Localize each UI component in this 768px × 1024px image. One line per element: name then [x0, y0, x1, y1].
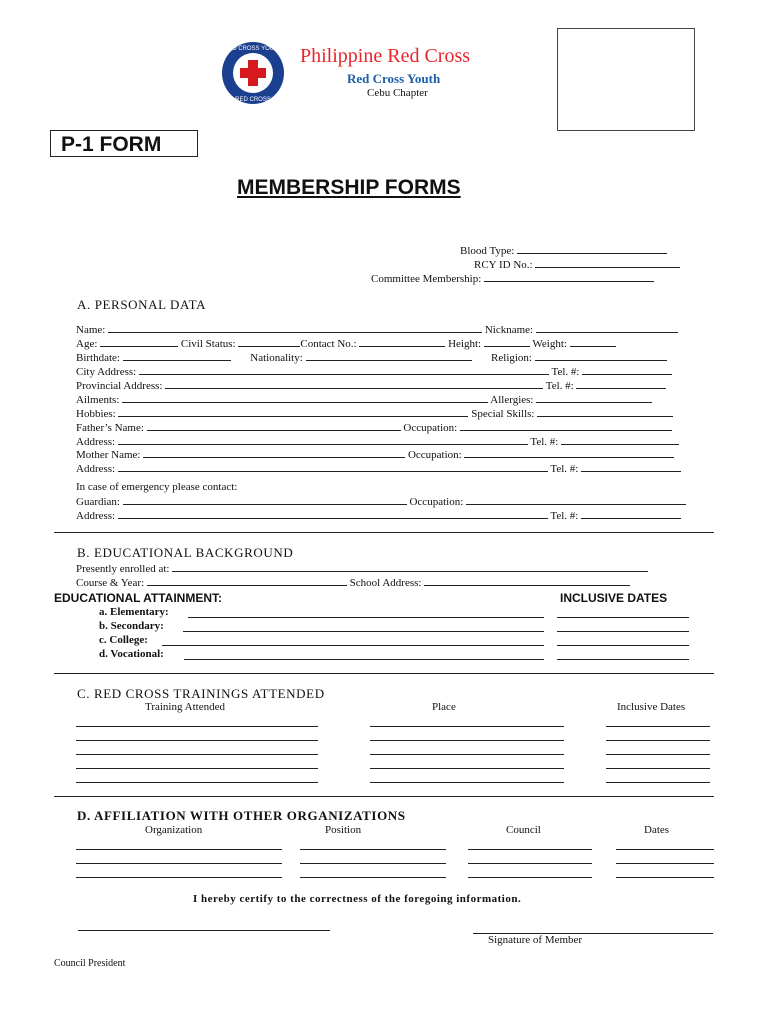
tel-label: Tel. #:	[550, 510, 579, 522]
affiliation-dates-field[interactable]	[616, 849, 714, 850]
occupation-label: Occupation:	[403, 422, 458, 434]
contact-no-label: Contact No.:	[300, 338, 357, 350]
training-row-field[interactable]	[76, 740, 318, 741]
elementary-school-field[interactable]	[188, 617, 544, 618]
elementary-dates-field[interactable]	[557, 617, 689, 618]
emergency-note: In case of emergency please contact:	[76, 481, 238, 493]
religion-label: Religion:	[491, 352, 532, 364]
affiliation-dates-field[interactable]	[616, 863, 714, 864]
col-organization: Organization	[145, 824, 203, 836]
mother-tel-field[interactable]	[581, 461, 681, 472]
level-elementary-label: a. Elementary:	[99, 606, 169, 618]
committee-label: Committee Membership:	[371, 273, 482, 285]
level-vocational-label: d. Vocational:	[99, 648, 164, 660]
affiliation-position-field[interactable]	[300, 849, 446, 850]
signature-of-member-label: Signature of Member	[488, 934, 583, 946]
training-row-field[interactable]	[76, 768, 318, 769]
guardian-occupation-field[interactable]	[466, 494, 686, 505]
tel-label: Tel. #:	[545, 380, 574, 392]
col-council: Council	[506, 824, 541, 836]
training-dates-field[interactable]	[606, 726, 710, 727]
tel-label: Tel. #:	[550, 463, 579, 475]
vocational-dates-field[interactable]	[557, 659, 689, 660]
enrolled-label: Presently enrolled at:	[76, 563, 170, 575]
guardian-tel-field[interactable]	[581, 508, 681, 519]
section-divider	[54, 673, 714, 674]
training-row-field[interactable]	[76, 726, 318, 727]
name-label: Name:	[76, 324, 106, 336]
training-dates-field[interactable]	[606, 768, 710, 769]
course-year-label: Course & Year:	[76, 577, 145, 589]
affiliation-position-field[interactable]	[300, 877, 446, 878]
section-education-title: B. EDUCATIONAL BACKGROUND	[77, 545, 294, 560]
certification-statement: I hereby certify to the correctness of the foregoing information.	[193, 893, 522, 905]
training-dates-field[interactable]	[606, 754, 710, 755]
allergies-label: Allergies:	[490, 394, 534, 406]
affiliation-council-field[interactable]	[468, 877, 592, 878]
school-address-label: School Address:	[349, 577, 422, 589]
special-skills-label: Special Skills:	[471, 408, 535, 420]
nickname-field[interactable]	[536, 322, 678, 333]
committee-field[interactable]	[484, 271, 654, 282]
form-code: P-1 FORM	[50, 130, 198, 157]
training-place-field[interactable]	[370, 740, 564, 741]
col-position: Position	[325, 824, 362, 836]
section-affiliation-title: D. AFFILIATION WITH OTHER ORGANIZATIONS	[77, 808, 406, 823]
level-secondary-label: b. Secondary:	[99, 620, 164, 632]
course-year-field[interactable]	[147, 575, 347, 586]
height-field[interactable]	[484, 336, 530, 347]
affiliation-position-field[interactable]	[300, 863, 446, 864]
fathers-tel-field[interactable]	[561, 434, 679, 445]
tel-label: Tel. #:	[551, 366, 580, 378]
secondary-school-field[interactable]	[183, 631, 544, 632]
affiliation-org-field[interactable]	[76, 863, 282, 864]
training-dates-field[interactable]	[606, 782, 710, 783]
secondary-dates-field[interactable]	[557, 631, 689, 632]
fathers-address-field[interactable]	[118, 434, 528, 445]
enrolled-field[interactable]	[172, 561, 648, 572]
provincial-address-field[interactable]	[165, 378, 543, 389]
name-field[interactable]	[108, 322, 482, 333]
red-cross-youth-logo	[220, 40, 286, 106]
address-label: Address:	[76, 510, 116, 522]
sub-org-name: Red Cross Youth	[347, 71, 441, 86]
col-training-attended: Training Attended	[145, 701, 225, 713]
occupation-label: Occupation:	[409, 496, 464, 508]
provincial-tel-field[interactable]	[576, 378, 666, 389]
contact-no-field[interactable]	[359, 336, 445, 347]
age-label: Age:	[76, 338, 98, 350]
birthdate-label: Birthdate:	[76, 352, 120, 364]
occupation-label: Occupation:	[407, 449, 462, 461]
birthdate-field[interactable]	[123, 350, 231, 361]
president-signature-line[interactable]	[78, 930, 330, 931]
training-place-field[interactable]	[370, 754, 564, 755]
inclusive-dates-heading: INCLUSIVE DATES	[560, 591, 668, 605]
city-tel-field[interactable]	[582, 364, 672, 375]
training-place-field[interactable]	[370, 768, 564, 769]
hobbies-label: Hobbies:	[76, 408, 116, 420]
org-name: Philippine Red Cross	[300, 45, 471, 67]
hobbies-field[interactable]	[118, 406, 468, 417]
allergies-field[interactable]	[536, 392, 652, 403]
training-place-field[interactable]	[370, 782, 564, 783]
civil-status-field[interactable]	[238, 336, 300, 347]
provincial-address-label: Provincial Address:	[76, 380, 163, 392]
civil-status-label: Civil Status:	[180, 338, 236, 350]
ailments-field[interactable]	[122, 392, 488, 403]
weight-field[interactable]	[570, 336, 616, 347]
vocational-school-field[interactable]	[184, 659, 544, 660]
section-divider	[54, 796, 714, 797]
school-address-field[interactable]	[424, 575, 630, 586]
svg-text:RED CROSS YOUTH: RED CROSS YOUTH	[223, 46, 283, 52]
affiliation-council-field[interactable]	[468, 849, 592, 850]
affiliation-dates-field[interactable]	[616, 877, 714, 878]
col-place: Place	[432, 701, 456, 713]
nickname-label: Nickname:	[484, 324, 534, 336]
college-school-field[interactable]	[162, 645, 544, 646]
fathers-name-field[interactable]	[147, 420, 401, 431]
training-row-field[interactable]	[76, 754, 318, 755]
nationality-field[interactable]	[306, 350, 472, 361]
height-label: Height:	[448, 338, 482, 350]
ailments-label: Ailments:	[76, 394, 120, 406]
blood-type-label: Blood Type:	[460, 245, 515, 257]
tel-label: Tel. #:	[530, 436, 559, 448]
affiliation-council-field[interactable]	[468, 863, 592, 864]
page-title: MEMBERSHIP FORMS	[237, 176, 461, 199]
training-dates-field[interactable]	[606, 740, 710, 741]
rcy-id-field[interactable]	[535, 257, 680, 268]
rcy-id-label: RCY ID No.:	[474, 259, 533, 271]
religion-field[interactable]	[535, 350, 667, 361]
age-field[interactable]	[100, 336, 178, 347]
weight-label: Weight:	[532, 338, 567, 350]
guardian-address-field[interactable]	[118, 508, 548, 519]
city-address-label: City Address:	[76, 366, 137, 378]
guardian-field[interactable]	[123, 494, 407, 505]
training-row-field[interactable]	[76, 782, 318, 783]
nationality-label: Nationality:	[250, 352, 303, 364]
section-divider	[54, 532, 714, 533]
mother-occupation-field[interactable]	[464, 447, 674, 458]
svg-text:RED CROSS: RED CROSS	[235, 97, 271, 103]
mother-name-field[interactable]	[143, 447, 405, 458]
level-college-label: c. College:	[99, 634, 148, 646]
affiliation-org-field[interactable]	[76, 849, 282, 850]
mother-address-field[interactable]	[118, 461, 548, 472]
section-trainings-title: C. RED CROSS TRAININGS ATTENDED	[77, 686, 325, 701]
address-label: Address:	[76, 463, 116, 475]
guardian-label: Guardian:	[76, 496, 120, 508]
blood-type-field[interactable]	[517, 243, 667, 254]
fathers-name-label: Father’s Name:	[76, 422, 144, 434]
photo-box[interactable]	[557, 28, 695, 131]
fathers-occupation-field[interactable]	[460, 420, 672, 431]
attainment-heading: EDUCATIONAL ATTAINMENT:	[54, 591, 222, 605]
section-personal-title: A. PERSONAL DATA	[77, 297, 207, 312]
mother-name-label: Mother Name:	[76, 449, 141, 461]
col-dates: Dates	[644, 824, 670, 836]
col-inclusive-dates: Inclusive Dates	[617, 701, 686, 713]
special-skills-field[interactable]	[537, 406, 673, 417]
address-label: Address:	[76, 436, 116, 448]
council-president-label: Council President	[54, 958, 126, 969]
training-place-field[interactable]	[370, 726, 564, 727]
city-address-field[interactable]	[139, 364, 549, 375]
affiliation-org-field[interactable]	[76, 877, 282, 878]
chapter-name: Cebu Chapter	[367, 87, 428, 99]
college-dates-field[interactable]	[557, 645, 689, 646]
